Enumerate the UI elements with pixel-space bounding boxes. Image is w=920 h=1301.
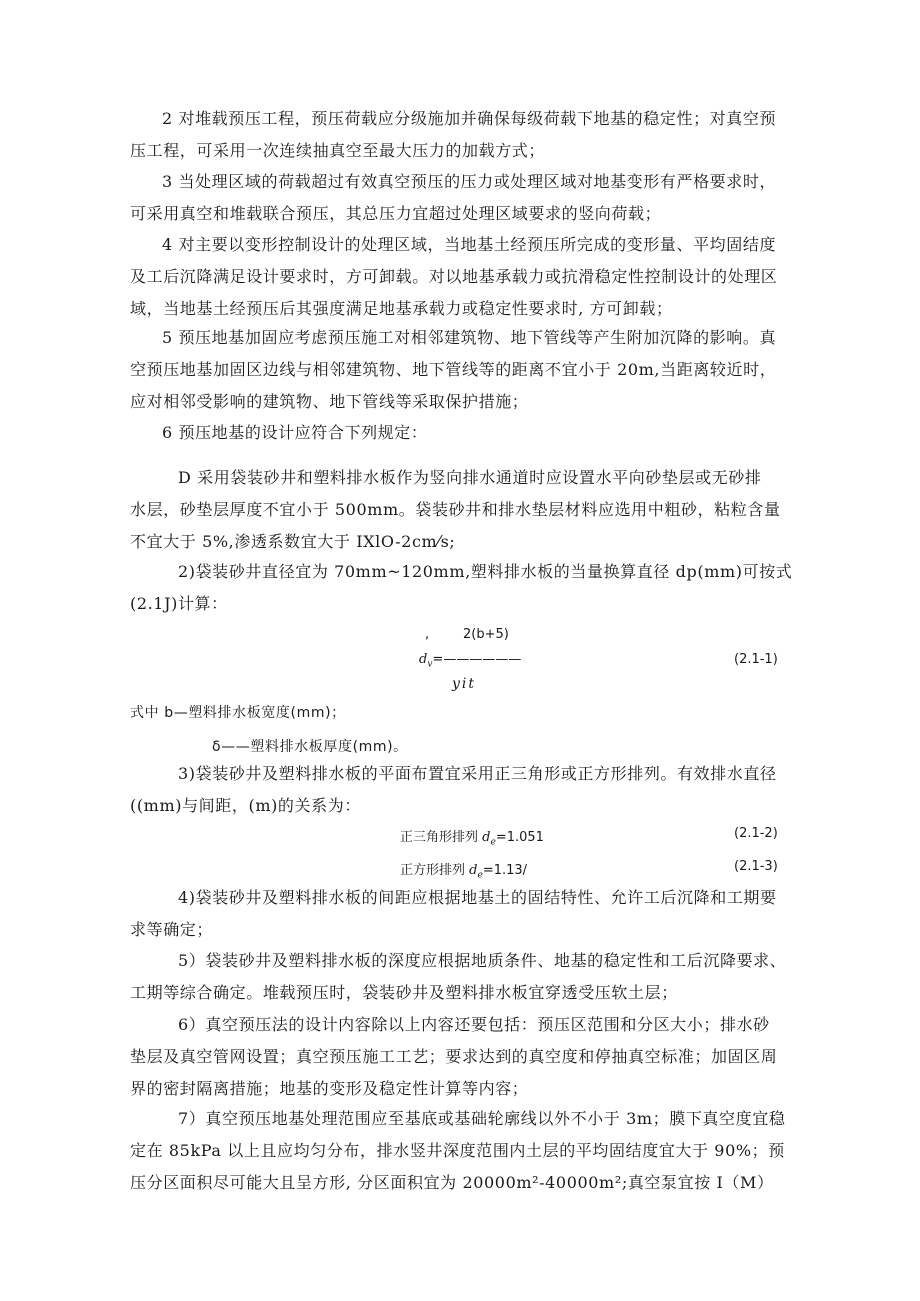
- text-line: 4 对主要以变形控制设计的处理区域，当地基土经预压所完成的变形量、平均固结度: [162, 235, 777, 254]
- text-line: 应对相邻受影响的建筑物、地下管线等采取保护措施；: [130, 392, 529, 411]
- item-5: [130, 945, 842, 1009]
- text-line: 3)袋装砂井及塑料排水板的平面布置宜采用正三角形或正方形排列。有效排水直径: [178, 764, 777, 783]
- paragraph-4: [130, 229, 826, 325]
- formula-numerator: 2(b+5): [463, 627, 509, 642]
- formula-symbol: d: [469, 863, 478, 878]
- text-line: 界的密封隔离措施；地基的变形及稳定性计算等内容；: [130, 1079, 529, 1098]
- formula-mark: ,: [425, 627, 430, 642]
- text-line: 可采用真空和堆载联合预压，其总压力宜超过处理区域要求的竖向荷载；: [130, 204, 662, 223]
- formula-subscript: e: [477, 870, 483, 881]
- text-line: 6）真空预压法的设计内容除以上内容还要包括：预压区范围和分区大小；排水砂: [178, 1015, 770, 1034]
- text-line: 5 预压地基加固应考虑预压施工对相邻建筑物、地下管线等产生附加沉降的影响。真: [162, 328, 777, 347]
- text-line: 6 预压地基的设计应符合下列规定：: [162, 423, 428, 442]
- equation-number: (2.1-3): [734, 859, 778, 874]
- item-6: [130, 1009, 842, 1105]
- formula-label: [400, 859, 527, 881]
- formula-label-text: 正三角形排列: [400, 830, 479, 845]
- text-line: 2)袋装砂井直径宜为 70mm~120mm,塑料排水板的当量换算直径 dp(mm)可按式: [178, 562, 793, 581]
- paragraph-3: [130, 166, 826, 230]
- formula-subscript: v: [427, 659, 433, 670]
- text-line: 及工后沉降满足设计要求时，方可卸载。对以地基承载力或抗滑稳定性控制设计的处理区: [130, 267, 778, 286]
- text-line: 5）袋装砂井及塑料排水板的深度应根据地质条件、地基的稳定性和工后沉降要求、: [178, 951, 787, 970]
- paragraph-2: [130, 103, 826, 167]
- item-1: [130, 462, 842, 558]
- equation-number: (2.1-1): [734, 652, 778, 667]
- formula-denominator: yit: [452, 676, 477, 692]
- text-line: 水层，砂垫层厚度不宜小于 500mm。袋装砂井和排水垫层材料应选用中粗砂，粘粒含量: [130, 500, 781, 519]
- text-line: D 采用袋装砂井和塑料排水板作为竖向排水通道时应设置水平向砂垫层或无砂排: [178, 468, 762, 487]
- text-line: 求等确定；: [130, 920, 214, 939]
- text-line: 3 当处理区域的荷载超过有效真空预压的压力或处理区域对地基变形有严格要求时，: [162, 172, 777, 191]
- text-line: 2 对堆载预压工程，预压荷载应分级施加并确保每级荷载下地基的稳定性；对真空预: [162, 109, 777, 128]
- formula-fraction-bar: =——————: [432, 652, 522, 667]
- item-2: [130, 556, 842, 620]
- formula-symbol: d: [482, 830, 491, 845]
- formula-rhs: =1.13/: [482, 863, 528, 878]
- text-line: 7）真空预压地基处理范围应至基底或基础轮廓线以外不小于 3m；膜下真空度宜稳: [178, 1109, 786, 1128]
- paragraph-5: [130, 322, 826, 418]
- equation-number: (2.1-2): [734, 826, 778, 841]
- text-line: 压分区面积尽可能大且呈方形, 分区面积宜为 20000m²-40000m²;真空泵宜按 I（M）: [130, 1173, 774, 1192]
- formula-subscript: e: [490, 837, 496, 848]
- text-line: 垫层及真空管网设置；真空预压施工工艺；要求达到的真空度和停抽真空标准；加固区周: [130, 1047, 778, 1066]
- text-line: 压工程，可采用一次连续抽真空至最大压力的加载方式；: [130, 141, 546, 160]
- item-7: [130, 1103, 842, 1199]
- item-4: [130, 882, 842, 946]
- text-line: 工期等综合确定。堆载预压时，袋装砂井及塑料排水板宜穿透受压软土层；: [130, 983, 678, 1002]
- paragraph-6: [130, 417, 826, 449]
- text-line: 4)袋装砂井及塑料排水板的间距应根据地基土的固结特性、允许工后沉降和工期要: [178, 888, 777, 907]
- formula-label: [400, 826, 544, 848]
- text-line: 域，当地基土经预压后其强度满足地基承载力或稳定性要求时, 方可卸载；: [130, 299, 673, 318]
- formula-rhs: =1.051: [495, 830, 544, 845]
- text-line: (2.1J)计算：: [130, 594, 228, 613]
- where-delta: δ——塑料排水板厚度(mm)。: [212, 739, 408, 755]
- text-line: 不宜大于 5%,渗透系数宜大于 IXlO-2cm⁄s;: [130, 532, 456, 551]
- text-line: 空预压地基加固区边线与相邻建筑物、地下管线等的距离不宜小于 20m,当距离较近时，: [130, 360, 777, 379]
- formula-lhs: [419, 652, 521, 670]
- text-line: ((mm)与间距，(m)的关系为：: [130, 796, 361, 815]
- where-b: 式中 b—塑料排水板宽度(mm)；: [130, 705, 346, 721]
- item-3: [130, 758, 842, 822]
- text-line: 定在 85kPa 以上且应均匀分布，排水竖井深度范围内土层的平均固结度宜大于 90%；预: [130, 1141, 785, 1160]
- formula-symbol: d: [419, 652, 428, 667]
- formula-label-text: 正方形排列: [400, 863, 466, 878]
